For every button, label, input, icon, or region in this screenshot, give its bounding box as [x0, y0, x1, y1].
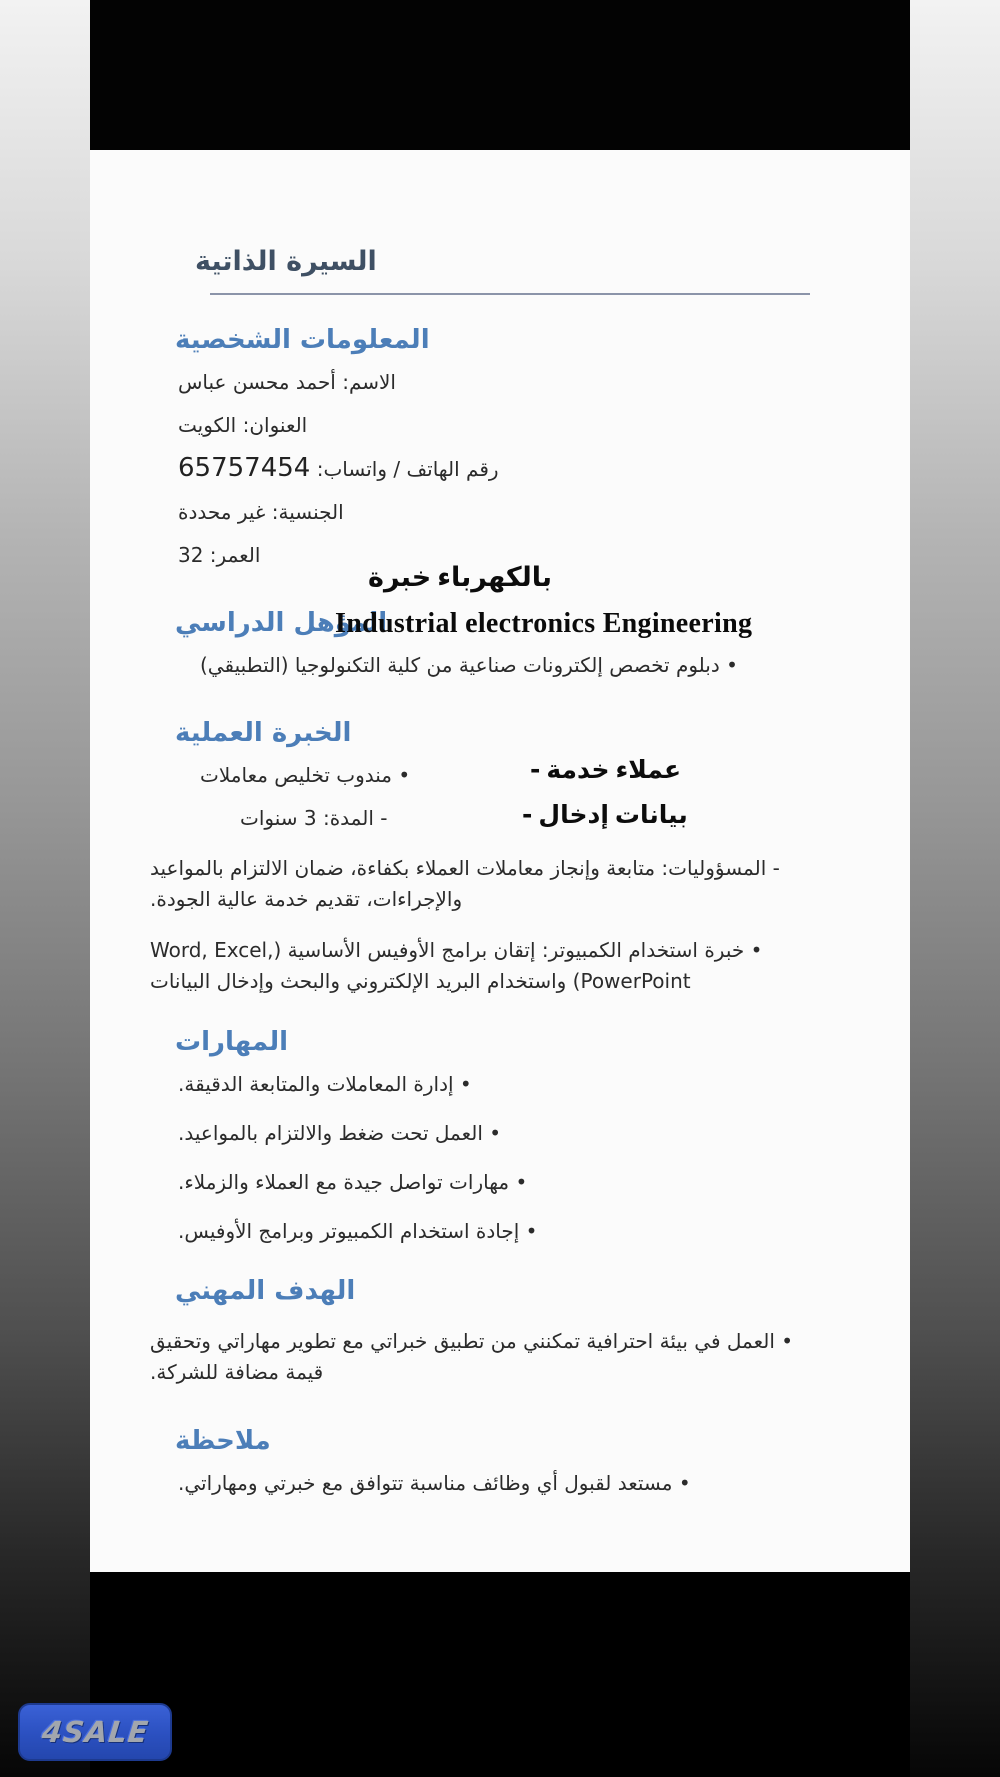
phone-top-black-bar: [90, 0, 910, 150]
annotation-word: بالكهرباء: [437, 562, 553, 593]
annotation-word: إدخال: [538, 800, 609, 829]
cv-section: [150, 1027, 810, 1246]
4sale-logo-text: 4SALE: [39, 1715, 151, 1749]
annotation-word: عملاء: [615, 755, 682, 784]
section-heading: المعلومات الشخصية: [175, 325, 430, 355]
doc-line: [178, 453, 810, 484]
doc-line: • مستعد لقبول أي وظائف مناسبة تتوافق مع خبرتي ومهاراتي.: [178, 1471, 691, 1495]
4sale-logo: [18, 1703, 172, 1761]
doc-line: الجنسية: غير محددة: [178, 500, 344, 524]
cv-section: [150, 325, 810, 570]
doc-line: • دبلوم تخصص إلكترونات صناعية من كلية التكنولوجيا (التطبيقي): [200, 653, 738, 677]
section-heading: الهدف المهني: [175, 1276, 356, 1306]
cv-section: [150, 1276, 810, 1388]
title-underline-rule: [210, 293, 810, 295]
doc-line: - المدة: 3 سنوات: [240, 806, 388, 830]
annotation-word: -: [522, 800, 533, 829]
section-heading: الخبرة العملية: [175, 718, 352, 748]
annotation-electricity-experience: [368, 562, 552, 593]
doc-line: • العمل في بيئة احترافية تمكنني من تطبيق خبراتي مع تطوير مهاراتي وتحقيق قيمة مضافة للشركة.: [150, 1329, 794, 1384]
phone-label: رقم الهاتف / واتساب:: [310, 457, 499, 481]
page-title: السيرة الذاتية: [195, 246, 377, 277]
phone-bottom-black-bar: [90, 1572, 910, 1777]
section-heading: ملاحظة: [175, 1426, 271, 1456]
annotation-word: خبرة: [368, 562, 432, 593]
doc-line: الاسم: أحمد محسن عباس: [178, 370, 396, 394]
cv-section: [150, 718, 810, 997]
annotation-data-entry: [522, 800, 688, 829]
doc-line: العمر: 32: [178, 543, 261, 567]
doc-line: • مهارات تواصل جيدة مع العملاء والزملاء.: [178, 1170, 528, 1194]
doc-line: • إجادة استخدام الكمبيوتر وبرامج الأوفيس.: [178, 1219, 538, 1243]
annotation-word: خدمة: [546, 755, 610, 784]
cv-sections: [150, 325, 810, 1498]
doc-line: • إدارة المعاملات والمتابعة الدقيقة.: [178, 1072, 472, 1096]
cv-document-page: [90, 150, 910, 1572]
doc-line: • خبرة استخدام الكمبيوتر: إتقان برامج الأوفيس الأساسية (Word, Excel, PowerPoint) واستخدام البريد الإلكتروني والبحث وإدخال البيانات: [150, 938, 763, 993]
doc-line: العنوان: الكويت: [178, 413, 308, 437]
cv-document-content: [90, 150, 910, 1498]
phone-screenshot-area: [90, 0, 910, 1777]
annotation-word: بيانات: [614, 800, 688, 829]
annotation-customer-service: [530, 755, 681, 784]
section-heading: المؤهل الدراسي: [175, 608, 388, 638]
doc-line: - المسؤوليات: متابعة وإنجاز معاملات العملاء بكفاءة، ضمان الالتزام بالمواعيد والإجراءات، تقديم خدمة عالية الجودة.: [150, 856, 780, 911]
phone-number: 65757454: [178, 453, 311, 483]
annotation-english-degree: Industrial electronics Engineering: [335, 608, 753, 639]
cv-section: [150, 1426, 810, 1498]
doc-line: • مندوب تخليص معاملات: [200, 763, 411, 787]
annotation-word: -: [530, 755, 541, 784]
section-heading: المهارات: [175, 1027, 289, 1057]
doc-line: • العمل تحت ضغط والالتزام بالمواعيد.: [178, 1121, 502, 1145]
